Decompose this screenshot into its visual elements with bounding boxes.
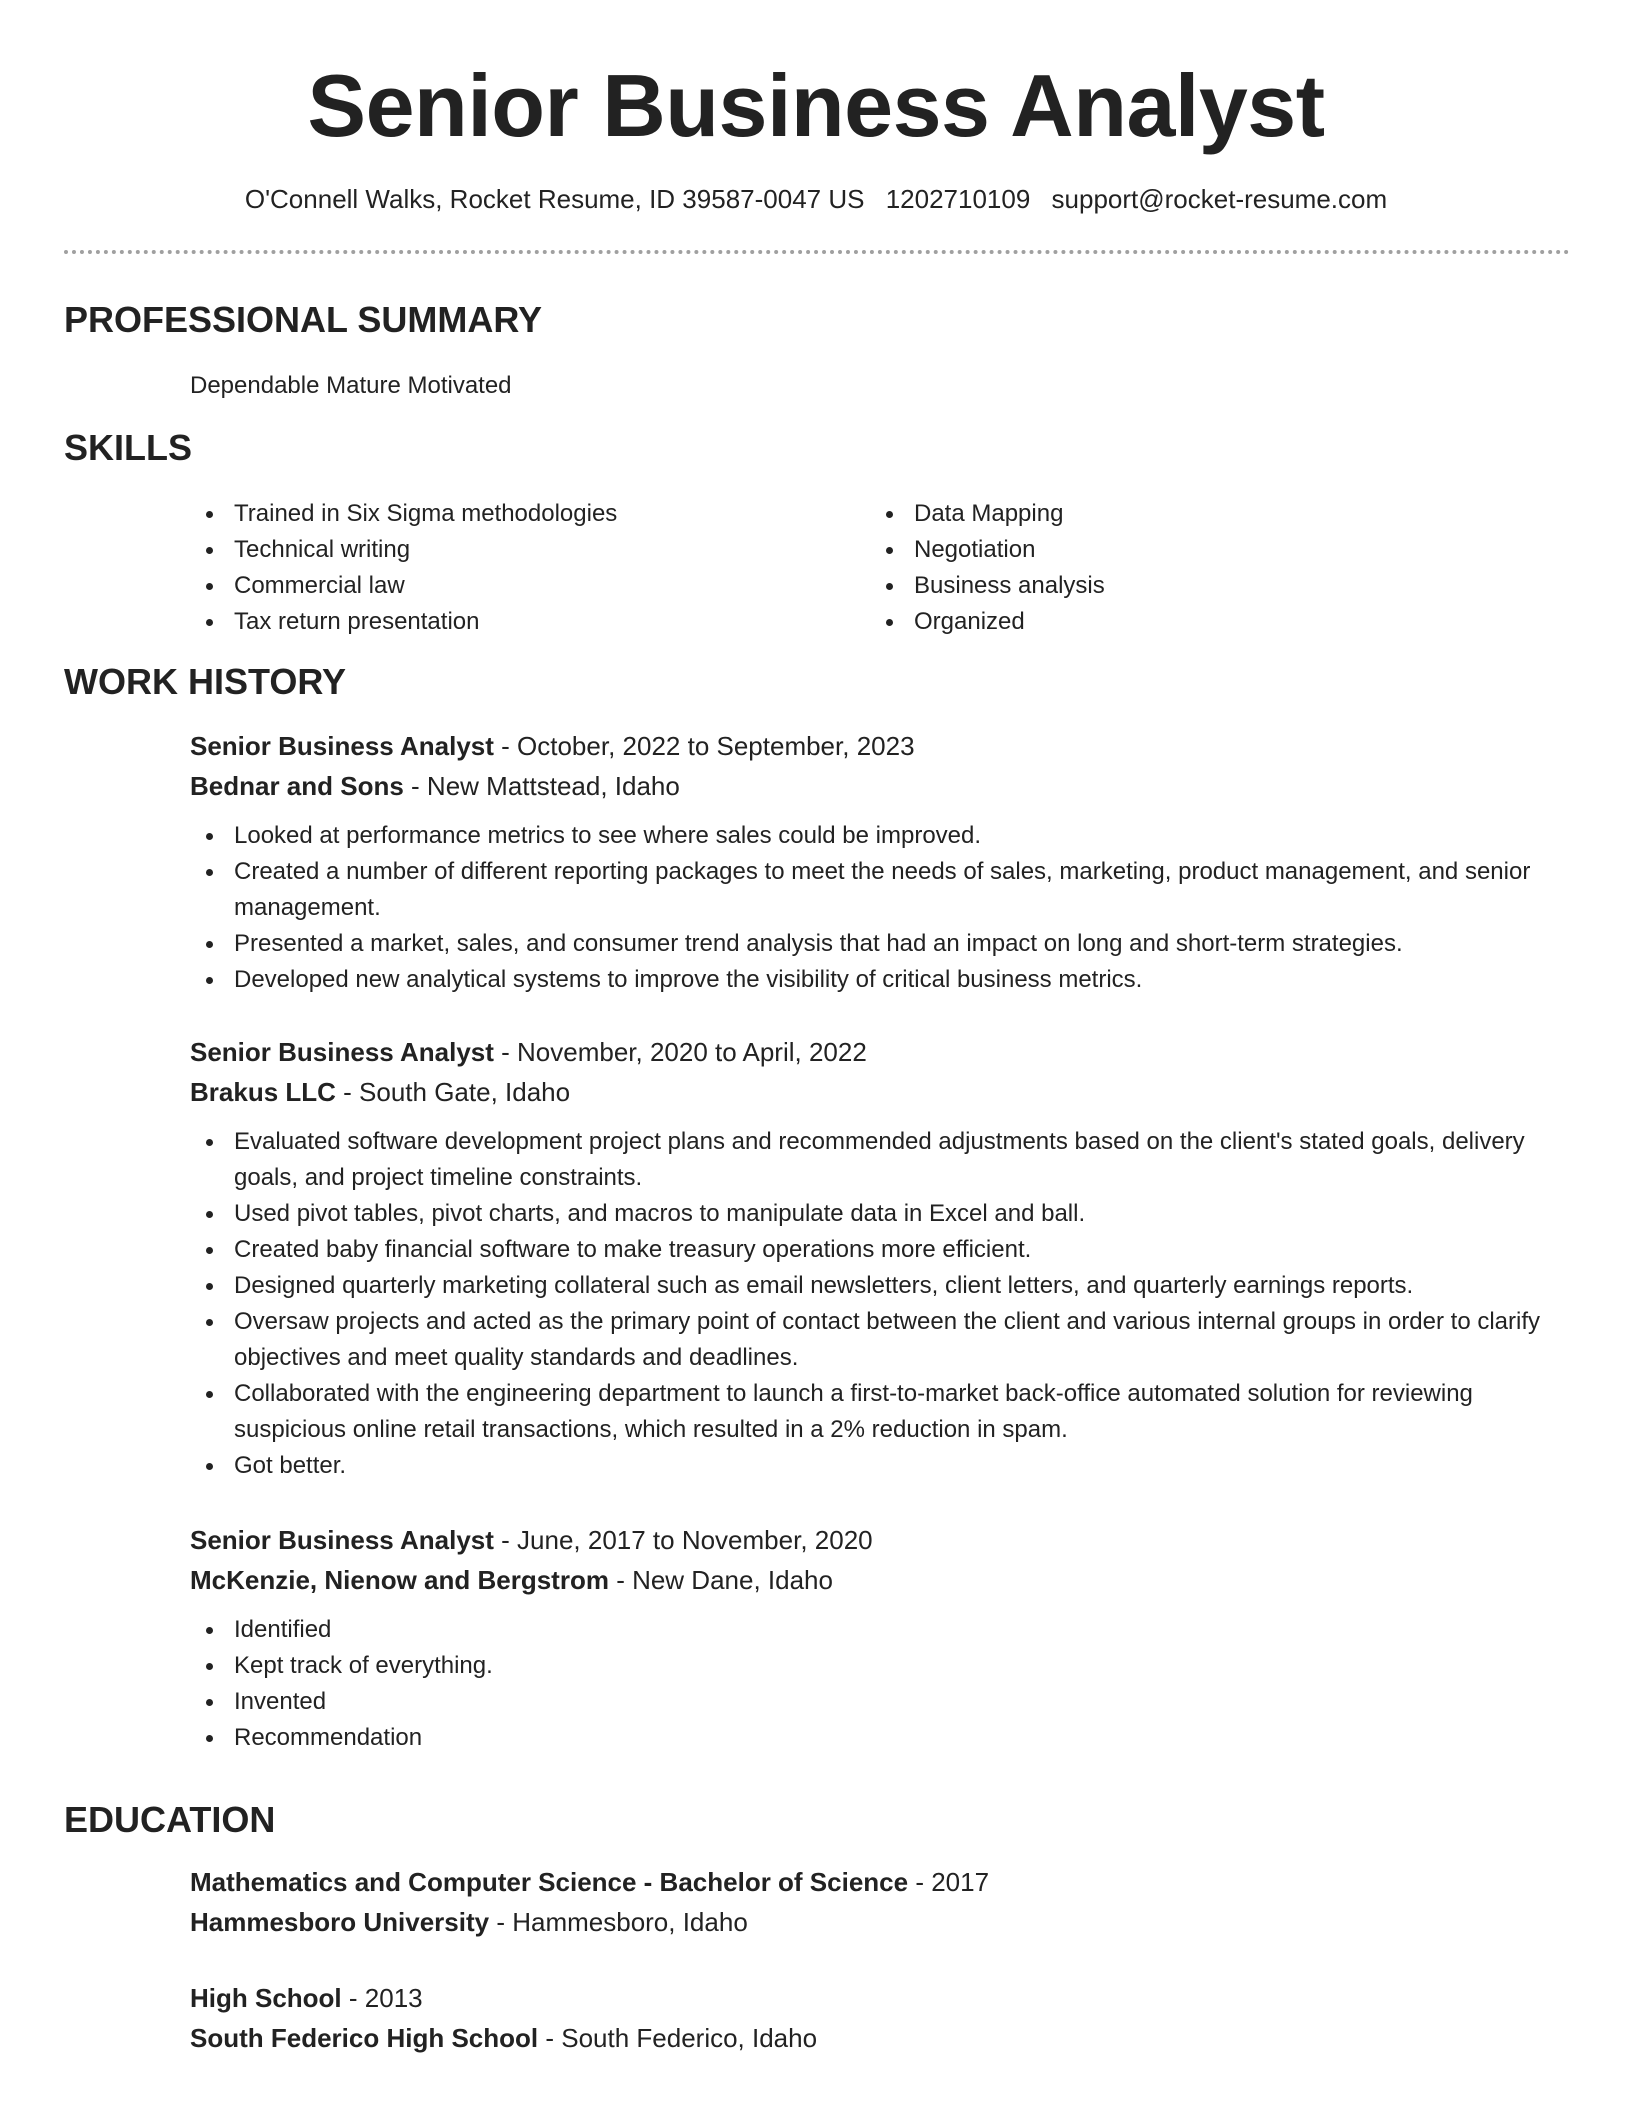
job-bullet: Created baby financial software to make treasury operations more efficient.	[190, 1232, 1550, 1268]
job-entry	[190, 726, 1550, 998]
job-bullet: Kept track of everything.	[190, 1648, 1550, 1684]
header-divider	[64, 250, 1570, 254]
education-degree: Mathematics and Computer Science - Bachelor of Science	[190, 1867, 909, 1897]
skill-item: Organized	[870, 604, 1470, 640]
job-bullet: Used pivot tables, pivot charts, and macros to manipulate data in Excel and ball.	[190, 1196, 1550, 1232]
skill-item: Business analysis	[870, 568, 1470, 604]
skills-heading: SKILLS	[64, 427, 193, 468]
contact-address: O'Connell Walks, Rocket Resume, ID 39587-0047 US	[244, 184, 865, 214]
contact-line	[0, 182, 1632, 216]
job-company: Brakus LLC	[190, 1077, 336, 1107]
job-bullet: Presented a market, sales, and consumer trend analysis that had an impact on long and short-term strategies.	[190, 926, 1550, 962]
resume-title: Senior Business Analyst	[307, 56, 1325, 155]
job-title: Senior Business Analyst	[190, 1037, 494, 1067]
job-bullet: Developed new analytical systems to improve the visibility of critical business metrics.	[190, 962, 1550, 998]
education-degree: High School	[190, 1983, 342, 2013]
education-location: - Hammesboro, Idaho	[489, 1907, 748, 1937]
education-heading: EDUCATION	[64, 1799, 276, 1840]
job-bullet: Got better.	[190, 1448, 1550, 1484]
education-location: - South Federico, Idaho	[538, 2023, 818, 2053]
job-bullet: Recommendation	[190, 1720, 1550, 1756]
job-title: Senior Business Analyst	[190, 1525, 494, 1555]
job-title-line	[190, 1520, 1550, 1560]
job-bullet: Created a number of different reporting packages to meet the needs of sales, marketing, product management, and senior management.	[190, 854, 1550, 926]
job-bullets	[190, 1124, 1550, 1484]
education-year: - 2013	[341, 1983, 423, 2013]
job-dates: - November, 2020 to April, 2022	[493, 1037, 867, 1067]
education-school: Hammesboro University	[190, 1907, 490, 1937]
job-company-line	[190, 766, 1550, 806]
skill-item: Technical writing	[190, 532, 790, 568]
job-location: - South Gate, Idaho	[335, 1077, 571, 1107]
skill-item: Tax return presentation	[190, 604, 790, 640]
skills-list-left	[190, 496, 790, 640]
job-company: McKenzie, Nienow and Bergstrom	[190, 1565, 609, 1595]
education-school: South Federico High School	[190, 2023, 539, 2053]
job-bullets	[190, 1612, 1550, 1756]
skill-item: Trained in Six Sigma methodologies	[190, 496, 790, 532]
job-bullet: Designed quarterly marketing collateral such as email newsletters, client letters, and quarterly earnings reports.	[190, 1268, 1550, 1304]
education-degree-line	[190, 1978, 1550, 2018]
contact-email: support@rocket-resume.com	[1051, 184, 1388, 214]
job-dates: - October, 2022 to September, 2023	[493, 731, 915, 761]
job-bullet: Identified	[190, 1612, 1550, 1648]
job-company: Bednar and Sons	[190, 771, 404, 801]
education-degree-line	[190, 1862, 1550, 1902]
job-bullet: Evaluated software development project plans and recommended adjustments based on the client's stated goals, delivery goals, and project timeline constraints.	[190, 1124, 1550, 1196]
job-location: - New Mattstead, Idaho	[403, 771, 680, 801]
education-entry	[190, 1862, 1550, 1942]
skill-item: Commercial law	[190, 568, 790, 604]
job-bullet: Collaborated with the engineering department to launch a first-to-market back-office automated solution for reviewing suspicious online retail transactions, which resulted in a 2% reduction in spam.	[190, 1376, 1550, 1448]
job-entry	[190, 1032, 1550, 1484]
job-bullets	[190, 818, 1550, 998]
summary-heading: PROFESSIONAL SUMMARY	[64, 299, 543, 340]
job-company-line	[190, 1560, 1550, 1600]
job-title-line	[190, 1032, 1550, 1072]
job-title: Senior Business Analyst	[190, 731, 494, 761]
skills-list-right	[870, 496, 1470, 640]
summary-text: Dependable Mature Motivated	[190, 372, 512, 399]
job-entry	[190, 1520, 1550, 1756]
education-entry	[190, 1978, 1550, 2058]
job-title-line	[190, 726, 1550, 766]
work-heading: WORK HISTORY	[64, 661, 347, 702]
job-company-line	[190, 1072, 1550, 1112]
education-school-line	[190, 1902, 1550, 1942]
job-location: - New Dane, Idaho	[608, 1565, 833, 1595]
education-school-line	[190, 2018, 1550, 2058]
skill-item: Negotiation	[870, 532, 1470, 568]
education-year: - 2017	[908, 1867, 990, 1897]
contact-phone: 1202710109	[885, 184, 1031, 214]
skill-item: Data Mapping	[870, 496, 1470, 532]
job-bullet: Oversaw projects and acted as the primary point of contact between the client and various internal groups in order to clarify objectives and meet quality standards and deadlines.	[190, 1304, 1550, 1376]
job-bullet: Invented	[190, 1684, 1550, 1720]
job-dates: - June, 2017 to November, 2020	[493, 1525, 873, 1555]
job-bullet: Looked at performance metrics to see where sales could be improved.	[190, 818, 1550, 854]
